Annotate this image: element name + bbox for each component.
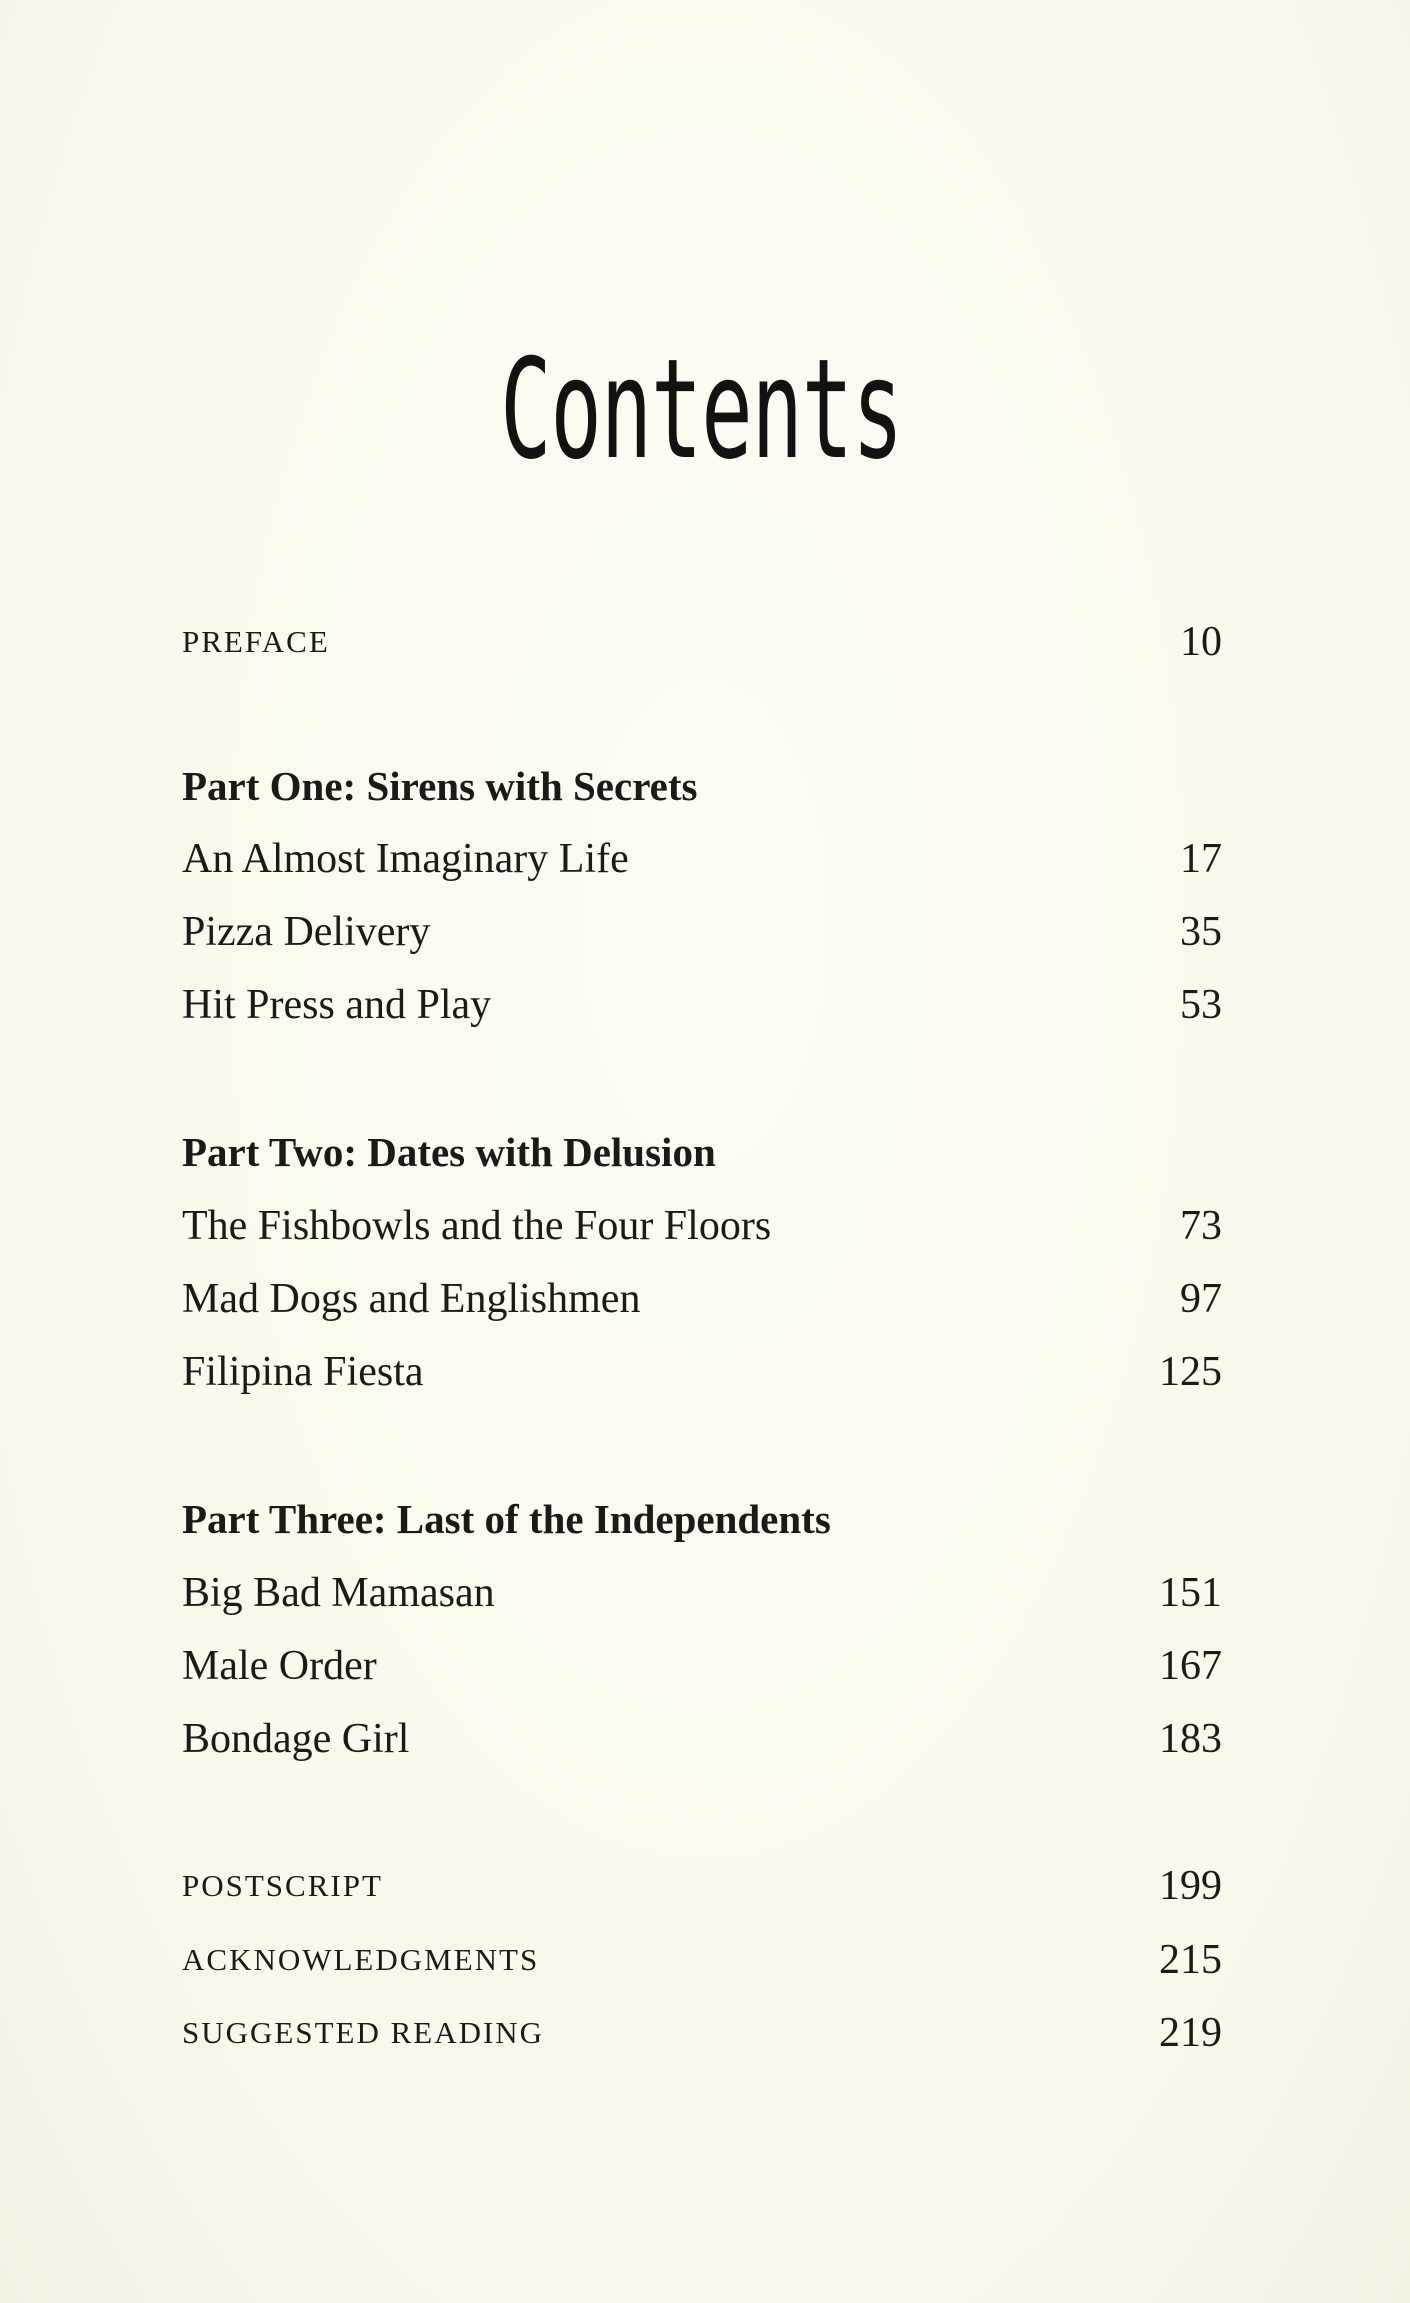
toc-page-number: 10 (1180, 619, 1222, 665)
toc-part-heading-one (182, 756, 1222, 816)
toc-page-number: 17 (1180, 836, 1222, 882)
toc-entry-acknowledgments[interactable] (182, 1930, 1222, 1990)
toc-entry[interactable] (182, 1709, 1222, 1769)
part-heading-label: Part Two: Dates with Delusion (182, 1129, 716, 1175)
toc-entry[interactable] (182, 975, 1222, 1035)
part-heading-label: Part One: Sirens with Secrets (182, 763, 698, 809)
toc-page-number: 73 (1180, 1203, 1222, 1249)
toc-page-number: 97 (1180, 1276, 1222, 1322)
toc-page-number: 219 (1159, 2010, 1222, 2056)
toc-entry-label: ACKNOWLEDGMENTS (182, 1942, 540, 1977)
toc-entry-label: Pizza Delivery (182, 909, 431, 955)
toc-entry[interactable] (182, 902, 1222, 962)
toc-entry-label: POSTSCRIPT (182, 1868, 383, 1903)
page-title: Contents (500, 329, 903, 490)
toc-page-number: 35 (1180, 909, 1222, 955)
toc-page-number: 199 (1159, 1863, 1222, 1909)
toc-page-number: 167 (1159, 1643, 1222, 1689)
toc-entry-label: Bondage Girl (182, 1716, 410, 1762)
toc-page-number: 183 (1159, 1716, 1222, 1762)
toc-page-number: 151 (1159, 1570, 1222, 1616)
toc-part-heading-three (182, 1489, 1222, 1549)
toc-entry-postscript[interactable] (182, 1856, 1222, 1916)
toc-entry-label: Mad Dogs and Englishmen (182, 1276, 641, 1322)
toc-entry-label: SUGGESTED READING (182, 2015, 545, 2050)
toc-entry[interactable] (182, 1342, 1222, 1402)
toc-entry-label: Hit Press and Play (182, 982, 492, 1028)
toc-entry[interactable] (182, 1563, 1222, 1623)
toc-entry[interactable] (182, 1636, 1222, 1696)
toc-entry-suggested-reading[interactable] (182, 2003, 1222, 2063)
toc-entry-label: An Almost Imaginary Life (182, 836, 629, 882)
toc-entry-label: Big Bad Mamasan (182, 1570, 495, 1616)
part-heading-label: Part Three: Last of the Independents (182, 1496, 831, 1542)
toc-entry-label: Filipina Fiesta (182, 1349, 424, 1395)
toc-page-number: 125 (1159, 1349, 1222, 1395)
toc-entry-label: The Fishbowls and the Four Floors (182, 1203, 772, 1249)
toc-page-number: 215 (1159, 1937, 1222, 1983)
toc-part-heading-two (182, 1122, 1222, 1182)
toc-entry-label: PREFACE (182, 624, 330, 659)
toc-entry[interactable] (182, 1196, 1222, 1256)
toc-entry-preface[interactable] (182, 612, 1222, 672)
toc-entry[interactable] (182, 1269, 1222, 1329)
toc-page-number: 53 (1180, 982, 1222, 1028)
toc-entry[interactable] (182, 829, 1222, 889)
toc-entry-label: Male Order (182, 1643, 377, 1689)
